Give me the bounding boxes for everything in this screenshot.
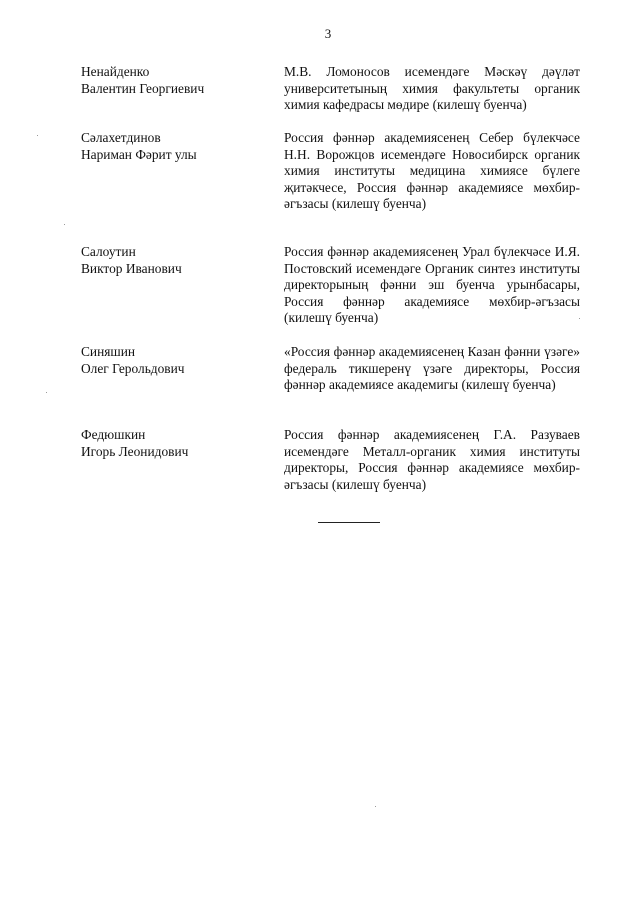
scan-speck [37, 135, 38, 136]
member-surname: Салоутин [81, 244, 136, 259]
page-number: 3 [324, 26, 332, 41]
scan-speck [579, 318, 580, 319]
member-given-names: Олег Герольдович [81, 360, 185, 376]
scan-speck [375, 806, 376, 807]
member-position: «Россия фәннәр академиясенең Казан фәнни үзәге» федераль тикшеренү үзәге директоры, Россия фәннәр академиясе академигы (килешү буенча) [284, 344, 580, 393]
member-given-names: Валентин Георгиевич [81, 80, 205, 96]
member-surname: Ненайденко [81, 64, 150, 79]
member-position: Россия фәннәр академиясенең Урал бүлекчәсе И.Я. Постовский исемендәге Органик синтез институты директорының фәнни эш буенча урынбасары, Россия фәннәр академиясе мөхбир-әгъзасы (килешү буенча) [284, 244, 580, 326]
member-name [81, 344, 271, 377]
member-given-names: Нариман Фәрит улы [81, 146, 197, 162]
member-given-names: Игорь Леонидович [81, 443, 189, 459]
member-name [81, 130, 271, 163]
member-name [81, 427, 271, 460]
member-surname: Сәлахетдинов [81, 130, 161, 145]
member-name [81, 244, 271, 277]
member-position: М.В. Ломоносов исемендәге Мәскәү дәүләт университетының химия факультеты органик химия кафедрасы мөдире (килешү буенча) [284, 64, 580, 113]
member-position: Россия фәннәр академиясенең Г.А. Разуваев исемендәге Металл-органик химия институты директоры, Россия фәннәр академиясе мөхбир-әгъзасы (килешү буенча) [284, 427, 580, 492]
closing-separator-line [318, 522, 380, 523]
member-position: Россия фәннәр академиясенең Себер бүлекчәсе Н.Н. Ворожцов исемендәге Новосибирск органик химия институты медицина химиясе бүлеге җитәкчесе, Россия фәннәр академиясе мөхбир-әгъзасы (килешү буенча) [284, 130, 580, 212]
member-given-names: Виктор Иванович [81, 260, 182, 276]
member-surname: Синяшин [81, 344, 136, 359]
member-name [81, 64, 271, 97]
member-surname: Федюшкин [81, 427, 146, 442]
scan-speck [46, 392, 47, 393]
scan-speck [64, 224, 65, 225]
